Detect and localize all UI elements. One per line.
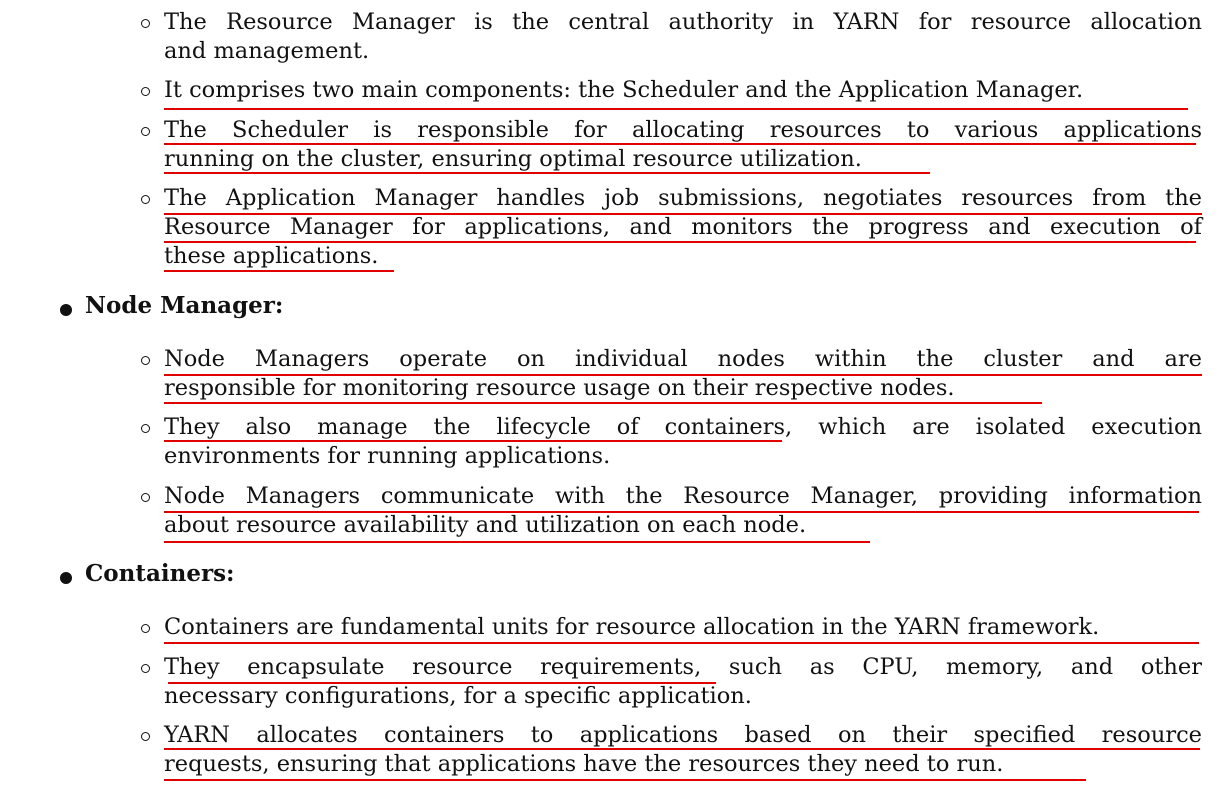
underline-mark [164, 779, 1086, 781]
text-line: Containers are fundamental units for resource allocation in the YARN framework. [164, 614, 1100, 640]
text-line: Node Managers communicate with the Resource Manager, providing information [164, 483, 1202, 509]
bullet-icon [60, 304, 72, 316]
text-line: these applications. [164, 243, 379, 269]
circle-bullet-icon [141, 424, 150, 433]
text-line: They encapsulate resource requirements, such as CPU, memory, and other [164, 654, 1202, 680]
text-line: The Resource Manager is the central authority in YARN for resource allocation [164, 9, 1202, 35]
text-line: environments for running applications. [164, 443, 611, 469]
circle-bullet-icon [141, 87, 150, 96]
circle-bullet-icon [141, 127, 150, 136]
text-line: about resource availability and utilization on each node. [164, 512, 807, 538]
text-line: Node Managers operate on individual nodes within the cluster and are [164, 346, 1202, 372]
text-line: necessary configurations, for a specific application. [164, 683, 752, 709]
text-line: running on the cluster, ensuring optimal resource utilization. [164, 146, 862, 172]
circle-bullet-icon [141, 664, 150, 673]
underline-mark [164, 108, 1188, 110]
section-heading-containers: Containers: [85, 560, 235, 587]
circle-bullet-icon [141, 356, 150, 365]
text-line: The Scheduler is responsible for allocating resources to various applications [164, 117, 1202, 143]
circle-bullet-icon [141, 195, 150, 204]
circle-bullet-icon [141, 19, 150, 28]
text-line: responsible for monitoring resource usage on their respective nodes. [164, 375, 955, 401]
text-line: Resource Manager for applications, and monitors the progress and execution of [164, 214, 1202, 240]
circle-bullet-icon [141, 624, 150, 633]
text-line: It comprises two main components: the Scheduler and the Application Manager. [164, 77, 1084, 103]
underline-mark [164, 541, 870, 543]
text-line: and management. [164, 38, 370, 64]
text-line: requests, ensuring that applications have the resources they need to run. [164, 751, 1004, 777]
underline-mark [164, 172, 930, 174]
circle-bullet-icon [141, 732, 150, 741]
text-line: YARN allocates containers to applications based on their specified resource [164, 722, 1202, 748]
section-heading-node-manager: Node Manager: [85, 292, 284, 319]
underline-mark [164, 402, 1042, 404]
underline-mark [164, 270, 394, 272]
bullet-icon [60, 572, 72, 584]
underline-mark [164, 642, 1199, 644]
circle-bullet-icon [141, 493, 150, 502]
text-line: They also manage the lifecycle of containers, which are isolated execution [164, 414, 1202, 440]
text-line: The Application Manager handles job submissions, negotiates resources from the [164, 185, 1202, 211]
